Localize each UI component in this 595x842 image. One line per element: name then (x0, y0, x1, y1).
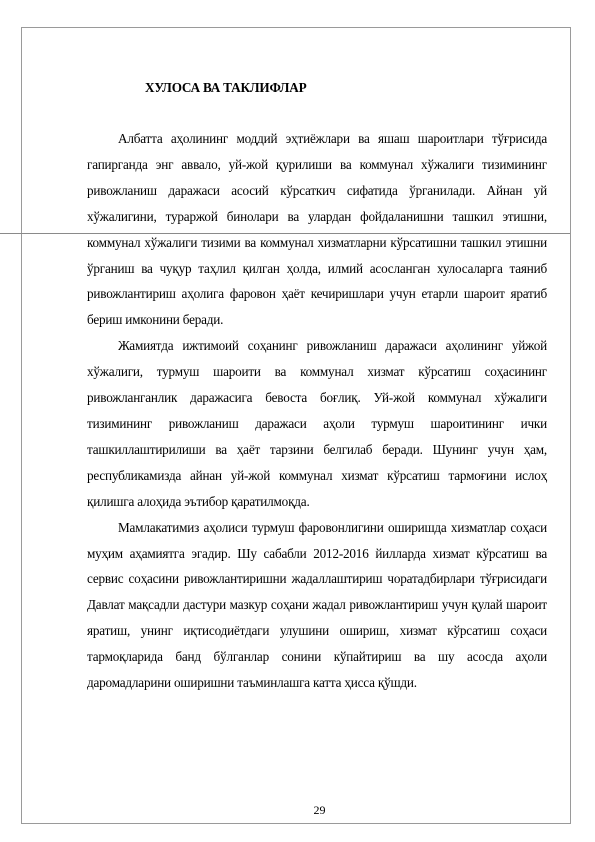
section-heading: ХУЛОСА ВА ТАКЛИФЛАР (145, 80, 307, 95)
paragraph-2: Жамиятда ижтимоий соҳанинг ривожланиш даражаси аҳолининг уйжой хўжалиги, турмуш шароити ва коммунал хизмат кўрсатиш соҳасининг ривожланганлик даражасига бевоста боғлиқ. Уй-жой коммунал хўжалиги тизимининг ривожланиш даражаси аҳоли турмуш шароитининг ички ташкиллаштирилиши ва ҳаёт тарзини белгилаб беради. Шунинг учун ҳам, республикамизда айнан уй-жой коммунал хизмат кўрсатиш тармоғини ислоҳ қилишга алоҳида эътибор қаратилмоқда. (87, 338, 547, 509)
paragraph-3: Мамлакатимиз аҳолиси турмуш фаровонлигини оширишда хизматлар соҳаси муҳим аҳамиятга эгадир. Шу сабабли 2012-2016 йилларда хизмат кўрсатиш ва сервис соҳасини ривожлантиришни жадаллаштириш чоратадбирлари тўғрисидаги Давлат мақсадли дастури мазкур соҳани жадал ривожлантириш учун қулай шароит яратиш, унинг иқтисодиётдаги улушини ошириш, хизмат кўрсатиш соҳаси тармоқларида банд бўлганлар сонини кўпайтириш ва шу асосда аҳоли даромадларини оширишни таъминлашга катта ҳисса қўшди. (87, 519, 547, 691)
body-text (87, 126, 547, 696)
page-number: 29 (313, 803, 326, 817)
paragraph-1: Албатта аҳолининг моддий эҳтиёжлари ва яшаш шароитлари тўғрисида гапирганда энг аввало, уй-жой қурилиши ва коммунал хўжалиги тизимининг ривожланиш даражаси асосий кўрсаткич сифатида ўрганилади. Айнан уй хўжалигини, тураржой бинолари ва улардан фойдаланишни ташкил этишни, коммунал хўжалиги тизими ва коммунал хизматларни кўрсатишни ташкил этишни ўрганиш ва чуқур таҳлил қилган ҳолда, илмий асосланган хулосаларга таяниб ривожлантириш аҳолига фаровон ҳаёт кечиришлари учун етарли шароит яратиб бериш имконини беради. (87, 131, 547, 328)
